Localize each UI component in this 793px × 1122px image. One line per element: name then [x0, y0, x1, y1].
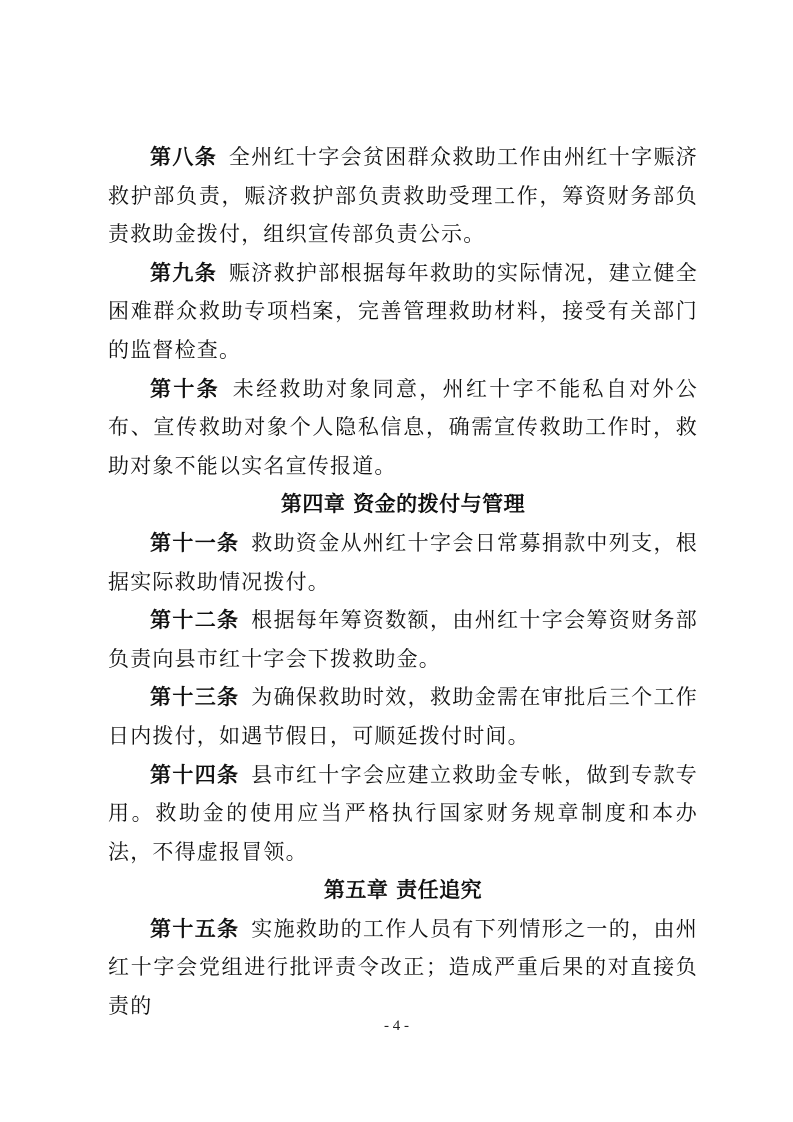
- article-paragraph: [108, 524, 698, 601]
- article-number: 第九条: [150, 259, 218, 285]
- article-number: 第十五条: [150, 915, 240, 941]
- article-text: 根据每年筹资数额，由州红十字会筹资财务部负责向县市红十字会下拨救助金。: [108, 608, 698, 671]
- article-paragraph: [108, 601, 698, 678]
- article-paragraph: [108, 910, 698, 1026]
- article-paragraph: [108, 138, 698, 254]
- article-text: 未经救助对象同意，州红十字不能私自对外公布、宣传救助对象个人隐私信息，确需宣传救助工作时，救助对象不能以实名宣传报道。: [108, 376, 698, 478]
- article-paragraph: [108, 254, 698, 370]
- article-paragraph: [108, 370, 698, 486]
- article-text: 实施救助的工作人员有下列情形之一的，由州红十字会党组进行批评责令改正；造成严重后果的对直接负责的: [108, 916, 698, 1019]
- article-number: 第十三条: [150, 684, 240, 710]
- article-number: 第十条: [150, 375, 220, 401]
- article-number: 第十二条: [150, 607, 240, 633]
- article-text: 救助资金从州红十字会日常募捐款中列支，根据实际救助情况拨付。: [108, 530, 698, 594]
- chapter-heading: 第四章 资金的拨付与管理: [280, 491, 526, 517]
- article-number: 第十四条: [150, 761, 240, 787]
- page-number: - 4 -: [384, 1018, 409, 1034]
- document-body: [108, 138, 698, 1026]
- article-number: 第十一条: [150, 529, 240, 555]
- article-paragraph: [108, 678, 698, 755]
- article-text: 全州红十字会贫困群众救助工作由州红十字赈济救护部负责，赈济救护部负责救助受理工作，筹资财务部负责救助金拨付，组织宣传部负责公示。: [108, 145, 698, 247]
- article-number: 第八条: [150, 144, 218, 169]
- article-text: 为确保救助时效，救助金需在审批后三个工作日内拨付，如遇节假日，可顺延拨付时间。: [108, 685, 698, 748]
- article-text: 赈济救护部根据每年救助的实际情况，建立健全困难群众救助专项档案，完善管理救助材料，接受有关部门的监督检查。: [108, 260, 698, 362]
- chapter-heading: 第五章 责任追究: [323, 877, 483, 903]
- article-text: 县市红十字会应建立救助金专帐，做到专款专用。救助金的使用应当严格执行国家财务规章制度和本办法，不得虚报冒领。: [108, 762, 698, 864]
- article-paragraph: [108, 756, 698, 872]
